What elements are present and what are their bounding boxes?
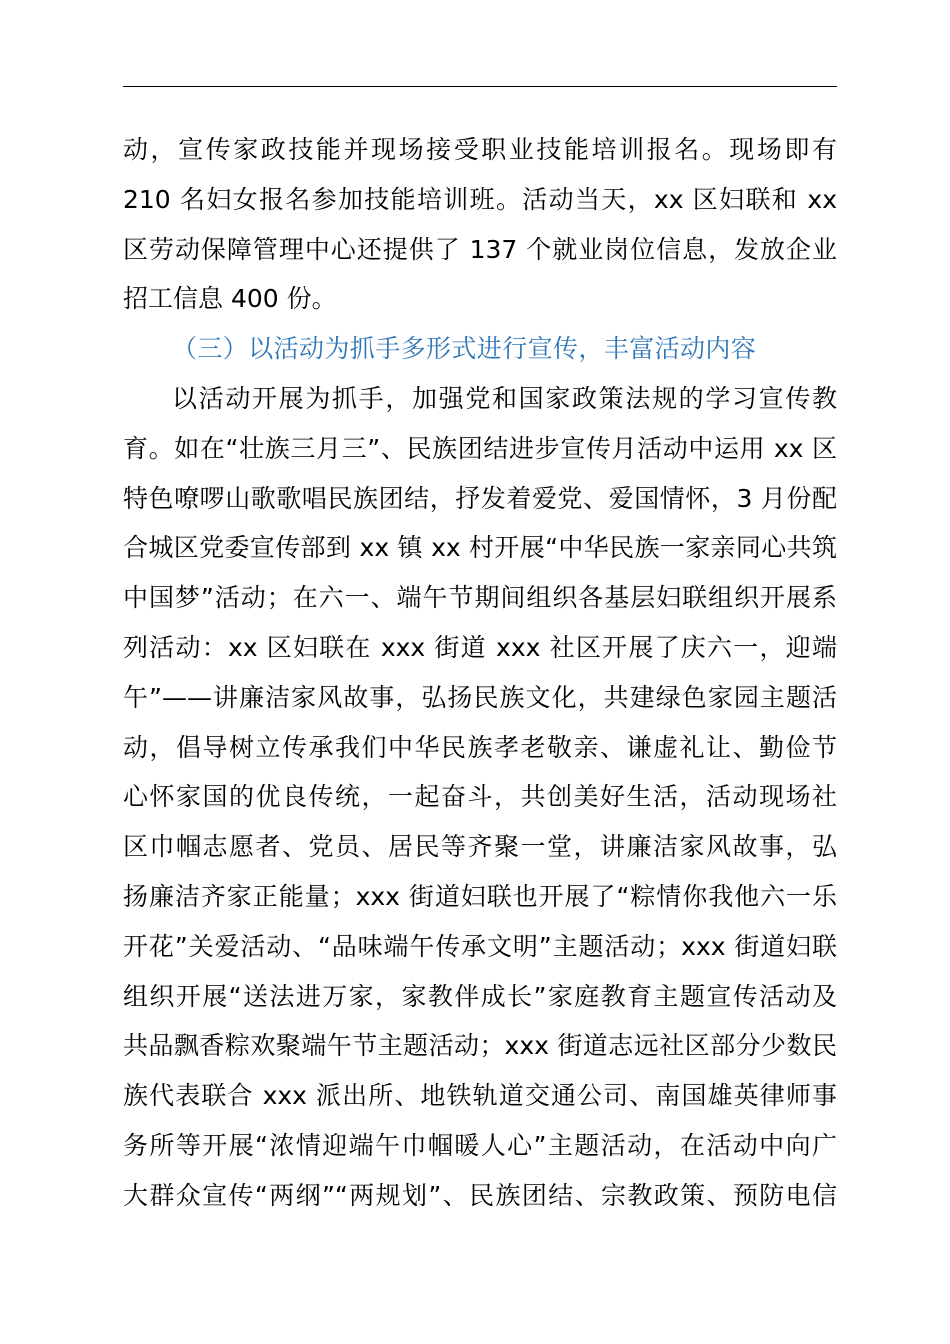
paragraph-line: 大群众宣传“两纲”“两规划”、民族团结、宗教政策、预防电信 — [123, 1180, 837, 1210]
paragraph-line: 开花”关爱活动、“品味端午传承文明”主题活动；xxx 街道妇联 — [123, 931, 837, 961]
paragraph-line: 中国梦”活动；在六一、端午节期间组织各基层妇联组织开展系 — [123, 583, 837, 613]
paragraph-line: 210 名妇女报名参加技能培训班。活动当天，xx 区妇联和 xx — [123, 184, 837, 214]
paragraph-line: 动，宣传家政技能并现场接受职业技能培训报名。现场即有 — [123, 135, 837, 164]
header-rule — [123, 86, 837, 87]
paragraph-line: 合城区党委宣传部到 xx 镇 xx 村开展“中华民族一家亲同心共筑 — [123, 533, 837, 563]
paragraph-line: 特色嘹啰山歌歌唱民族团结，抒发着爱党、爱国情怀，3 月份配 — [123, 483, 837, 513]
paragraph-line: 午”——讲廉洁家风故事，弘扬民族文化，共建绿色家园主题活 — [123, 682, 837, 712]
paragraph-line: 扬廉洁齐家正能量；xxx 街道妇联也开展了“粽情你我他六一乐 — [123, 881, 837, 911]
paragraph-line: 区巾帼志愿者、党员、居民等齐聚一堂，讲廉洁家风故事，弘 — [123, 832, 837, 862]
paragraph-line: 动，倡导树立传承我们中华民族孝老敬亲、谦虚礼让、勤俭节 — [123, 732, 837, 762]
paragraph-line: 区劳动保障管理中心还提供了 137 个就业岗位信息，发放企业 — [123, 234, 837, 264]
paragraph-line: 务所等开展“浓情迎端午巾帼暖人心”主题活动，在活动中向广 — [123, 1130, 837, 1160]
paragraph-line: 心怀家国的优良传统，一起奋斗，共创美好生活，活动现场社 — [123, 782, 837, 812]
paragraph-line: 族代表联合 xxx 派出所、地铁轨道交通公司、南国雄英律师事 — [123, 1081, 837, 1111]
paragraph-line: 育。如在“壮族三月三”、民族团结进步宣传月活动中运用 xx 区 — [123, 433, 837, 463]
paragraph-line: 以活动开展为抓手，加强党和国家政策法规的学习宣传教 — [172, 383, 837, 413]
paragraph-line: 共品飘香粽欢聚端午节主题活动；xxx 街道志远社区部分少数民 — [123, 1031, 837, 1061]
paragraph-line: 组织开展“送法进万家，家教伴成长”家庭教育主题宣传活动及 — [123, 981, 837, 1011]
paragraph-line: 列活动：xx 区妇联在 xxx 街道 xxx 社区开展了庆六一，迎端 — [123, 632, 837, 662]
section-heading: （三）以活动为抓手多形式进行宣传，丰富活动内容 — [172, 334, 757, 364]
paragraph-line: 招工信息 400 份。 — [123, 284, 337, 314]
document-body — [123, 125, 837, 1221]
